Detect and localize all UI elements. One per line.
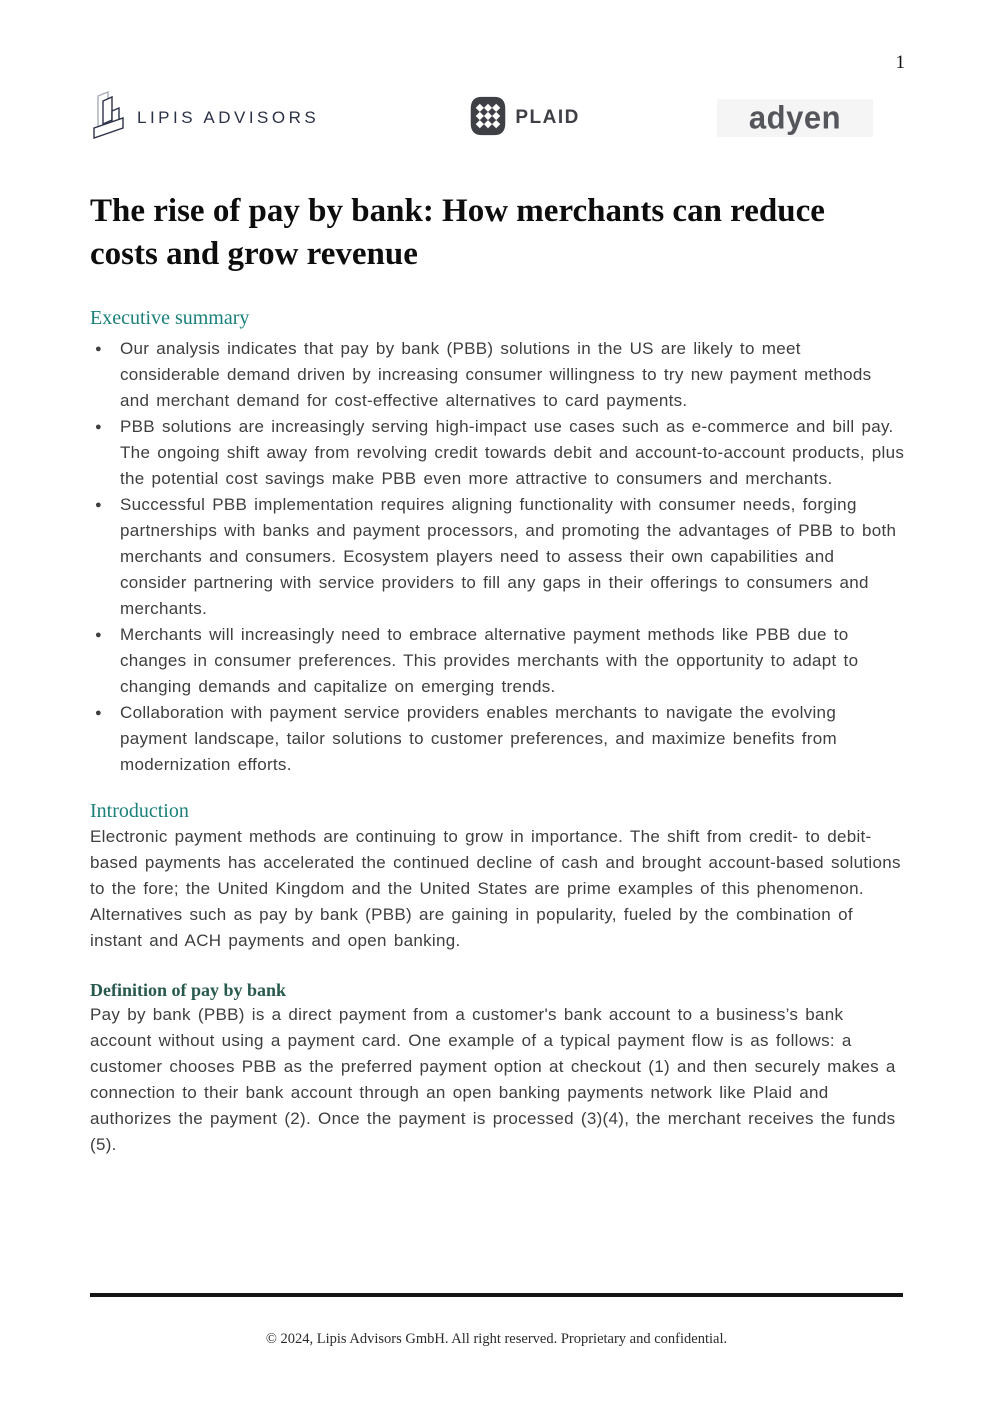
introduction-heading: Introduction — [90, 800, 189, 822]
definition-heading: Definition of pay by bank — [90, 980, 287, 1000]
plaid-icon — [468, 94, 508, 143]
header-logo-row — [88, 86, 905, 150]
plaid-logo — [468, 94, 580, 143]
executive-summary-heading: Executive summary — [90, 307, 250, 329]
lipis-advisors-icon — [88, 87, 126, 150]
document-content — [90, 190, 905, 1158]
adyen-wordmark: adyen — [748, 99, 842, 136]
lipis-advisors-wordmark: LIPIS ADVISORS — [137, 108, 320, 127]
bullet-item: ● PBB solutions are increasingly serving high-impact use cases such as e-commerce and bill pay. The ongoing shift away from revolving credit towards debit and account-to-account products, plus the potential cost savings make PBB even more attractive to consumers and merchants. — [90, 414, 905, 492]
bullet-item: ● Collaboration with payment service providers enables merchants to navigate the evolving payment landscape, tailor solutions to customer preferences, and maximize benefits from modernization efforts. — [90, 700, 905, 778]
footer-copyright: © 2024, Lipis Advisors GmbH. All right reserved. Proprietary and confidential. — [265, 1331, 728, 1347]
introduction-paragraph: Electronic payment methods are continuing to grow in importance. The shift from credit- to debit-based payments has accelerated the continued decline of cash and brought account-based solutions to the fore; the United Kingdom and the United States are prime examples of this phenomenon. Alternatives such as pay by bank (PBB) are gaining in popularity, fueled by the combination of instant and ACH payments and open banking. — [90, 827, 901, 950]
footer-divider — [90, 1293, 903, 1297]
page-number: 1 — [895, 52, 905, 73]
document-title: The rise of pay by bank: How merchants can reduce costs and grow revenue — [90, 193, 825, 272]
lipis-advisors-logo — [88, 87, 319, 150]
definition-paragraph: Pay by bank (PBB) is a direct payment from a customer's bank account to a business’s bank account without using a payment card. One example of a typical payment flow is as follows: a customer chooses PBB as the preferred payment option at checkout (1) and then securely makes a connection to their bank account through an open banking payments network like Plaid and authorizes the payment (2). Once the payment is processed (3)(4), the merchant receives the funds (5). — [90, 1005, 896, 1154]
plaid-wordmark: PLAID — [515, 107, 580, 128]
bullet-item: ● Our analysis indicates that pay by bank (PBB) solutions in the US are likely to meet considerable demand driven by increasing consumer willingness to try new payment methods and merchant demand for cost-effective alternatives to card payments. — [90, 336, 905, 414]
bullet-item: ● Merchants will increasingly need to embrace alternative payment methods like PBB due to changes in consumer preferences. This provides merchants with the opportunity to adapt to changing demands and capitalize on emerging trends. — [90, 622, 905, 700]
executive-summary-bullet-list — [90, 336, 905, 778]
bullet-item: ● Successful PBB implementation requires aligning functionality with consumer needs, forging partnerships with banks and payment processors, and promoting the advantages of PBB to both merchants and consumers. Ecosystem players need to assess their own capabilities and consider partnering with service providers to fill any gaps in their offerings to consumers and merchants. — [90, 492, 905, 622]
adyen-logo — [717, 99, 873, 137]
